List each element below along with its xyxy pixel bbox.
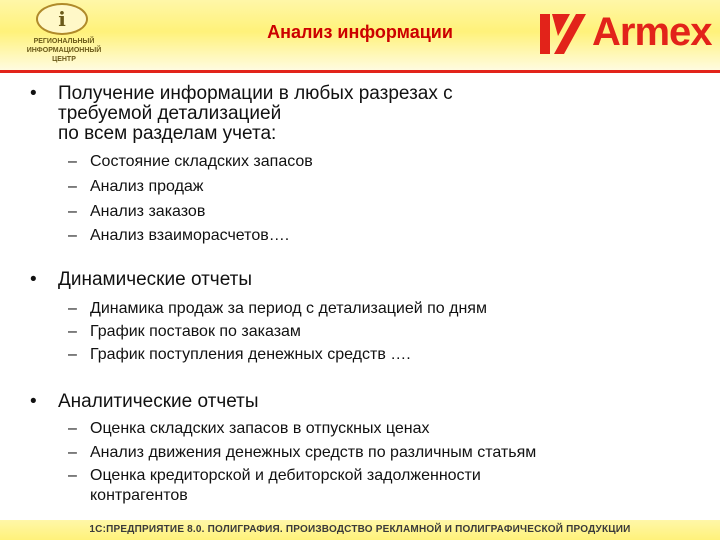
section-1-heading-line3: по всем разделам учета: (58, 123, 277, 144)
dash-icon: – (68, 203, 77, 220)
dash-icon: – (68, 467, 77, 484)
dash-icon: – (68, 300, 77, 317)
section-2-heading (30, 270, 710, 292)
footer-band (0, 520, 720, 540)
bullet-icon: • (30, 391, 37, 412)
list-item (68, 177, 708, 197)
armex-wordmark: Armex (592, 10, 712, 54)
section-3-heading (30, 392, 710, 414)
armex-logo (540, 12, 712, 60)
armex-mark-icon (540, 14, 586, 54)
list-item-text: Анализ заказов (90, 203, 206, 220)
list-item (68, 322, 708, 342)
list-item (68, 419, 708, 439)
list-item-text: Динамика продаж за период с детализацией по дням (90, 300, 487, 317)
list-item-text: Анализ движения денежных средств по различным статьям (90, 444, 537, 461)
ric-logo-line2: ИНФОРМАЦИОННЫЙ (26, 47, 102, 54)
ric-logo (16, 3, 112, 67)
section-2-heading-line1: Динамические отчеты (58, 269, 252, 290)
ric-logo-line1: РЕГИОНАЛЬНЫЙ (33, 38, 95, 45)
header-band (0, 0, 720, 70)
section-3-heading-line1: Аналитические отчеты (58, 391, 259, 412)
ric-logo-line3: ЦЕНТР (52, 56, 76, 63)
dash-icon: – (68, 346, 77, 363)
list-item-text: График поставок по заказам (90, 323, 301, 340)
bullet-icon: • (30, 83, 37, 104)
bullet-icon: • (30, 269, 37, 290)
dash-icon: – (68, 420, 77, 437)
dash-icon: – (68, 323, 77, 340)
dash-icon: – (68, 444, 77, 461)
list-item (68, 466, 708, 506)
list-item-text: График поступления денежных средств …. (90, 346, 411, 363)
list-item-text: Анализ взаиморасчетов…. (90, 227, 290, 244)
section-1-heading-line1: Получение информации в любых разрезах с (58, 83, 453, 104)
list-item (68, 345, 708, 365)
list-item-text: Оценка складских запасов в отпускных ценах (90, 420, 430, 437)
list-item-text: Оценка кредиторской и дебиторской задолженности (90, 467, 481, 484)
list-item (68, 443, 708, 463)
dash-icon: – (68, 227, 77, 244)
ric-logo-caption (16, 37, 112, 64)
dash-icon: – (68, 178, 77, 195)
list-item-text: Состояние складских запасов (90, 153, 313, 170)
list-item (68, 202, 708, 222)
list-item (68, 299, 708, 319)
list-item-text-continuation: контрагентов (90, 487, 188, 504)
header-divider (0, 70, 720, 73)
list-item (68, 152, 708, 172)
list-item (68, 226, 708, 246)
section-1-heading-line2: требуемой детализацией (58, 103, 282, 124)
footer-text: 1С:ПРЕДПРИЯТИЕ 8.0. ПОЛИГРАФИЯ. ПРОИЗВОДСТВО РЕКЛАМНОЙ И ПОЛИГРАФИЧЕСКОЙ ПРОДУКЦИИ (89, 524, 631, 535)
ric-emblem-icon (36, 3, 88, 35)
ric-emblem-letter: i (58, 7, 66, 31)
dash-icon: – (68, 153, 77, 170)
list-item-text: Анализ продаж (90, 178, 204, 195)
list-item-text-block (90, 466, 690, 506)
section-1-heading (30, 84, 710, 144)
page-title: Анализ информации (267, 22, 453, 42)
